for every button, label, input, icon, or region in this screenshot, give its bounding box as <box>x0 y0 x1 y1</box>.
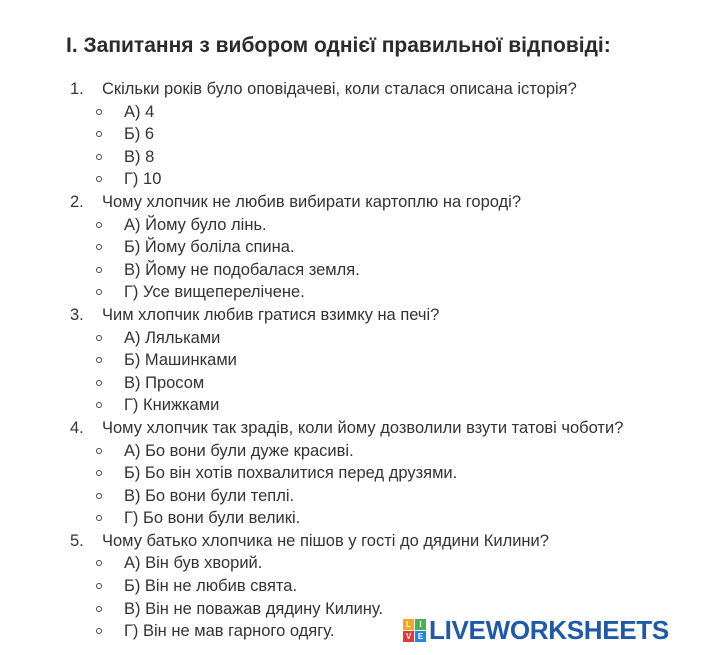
live-icon <box>403 619 426 642</box>
bullet-icon <box>96 267 102 273</box>
option-text: Б) Бо він хотів похвалитися перед друзями. <box>124 464 458 483</box>
option-4c[interactable] <box>0 485 710 508</box>
option-text: Г) Він не мав гарного одягу. <box>124 622 335 641</box>
question-text: Чим хлопчик любив гратися взимку на печі? <box>102 305 440 324</box>
bullet-icon <box>96 402 102 408</box>
bullet-icon <box>96 176 102 182</box>
bullet-icon <box>96 244 102 250</box>
bullet-icon <box>96 560 102 566</box>
option-text: Б) 6 <box>124 125 155 144</box>
question-number: 2. <box>70 192 84 211</box>
option-3a[interactable] <box>0 327 710 350</box>
option-text: Г) Книжками <box>124 396 220 415</box>
bullet-icon <box>96 606 102 612</box>
option-text: А) Йому було лінь. <box>124 215 267 234</box>
option-text: А) Бо вони були дуже красиві. <box>124 441 354 460</box>
bullet-icon <box>96 515 102 521</box>
question-5 <box>0 530 710 553</box>
option-2d[interactable] <box>0 281 710 304</box>
option-2b[interactable] <box>0 236 710 259</box>
option-1a[interactable] <box>0 101 710 124</box>
bullet-icon <box>96 357 102 363</box>
option-3d[interactable] <box>0 394 710 417</box>
option-text: Г) Усе вищеперелічене. <box>124 283 305 302</box>
question-1 <box>0 78 710 101</box>
bullet-icon <box>96 493 102 499</box>
logo-letter: L <box>403 619 414 630</box>
bullet-icon <box>96 628 102 634</box>
option-text: В) 8 <box>124 147 155 166</box>
option-2c[interactable] <box>0 259 710 282</box>
option-5a[interactable] <box>0 552 710 575</box>
option-text: Г) 10 <box>124 170 162 189</box>
option-1c[interactable] <box>0 146 710 169</box>
option-1b[interactable] <box>0 123 710 146</box>
question-number: 5. <box>70 531 84 550</box>
option-text: В) Просом <box>124 373 205 392</box>
option-2a[interactable] <box>0 214 710 237</box>
bullet-icon <box>96 380 102 386</box>
bullet-icon <box>96 109 102 115</box>
question-text: Скільки років було оповідачеві, коли сталася описана історія? <box>102 80 577 98</box>
option-5b[interactable] <box>0 575 710 598</box>
bullet-icon <box>96 154 102 160</box>
bullet-icon <box>96 448 102 454</box>
option-3c[interactable] <box>0 372 710 395</box>
worksheet-title: I. Запитання з вибором однієї правильної відповіді: <box>66 34 611 57</box>
logo-text: LIVEWORKSHEETS <box>429 614 669 645</box>
question-number: 1. <box>70 80 84 98</box>
question-text: Чому батько хлопчика не пішов у гості до дядини Килини? <box>102 531 549 550</box>
option-text: А) Він був хворий. <box>124 554 263 573</box>
option-text: А) 4 <box>124 102 155 121</box>
bullet-icon <box>96 222 102 228</box>
question-4 <box>0 417 710 440</box>
question-text: Чому хлопчик так зрадів, коли йому дозволили взути татові чоботи? <box>102 418 624 437</box>
bullet-icon <box>96 470 102 476</box>
option-text: Б) Він не любив свята. <box>124 577 298 596</box>
bullet-icon <box>96 335 102 341</box>
option-text: В) Йому не подобалася земля. <box>124 260 360 279</box>
question-number: 4. <box>70 418 84 437</box>
question-3 <box>0 304 710 327</box>
option-text: Б) Машинками <box>124 351 237 370</box>
option-text: В) Він не поважав дядину Килину. <box>124 599 384 618</box>
bullet-icon <box>96 583 102 589</box>
logo-letter: V <box>403 631 414 642</box>
option-text: В) Бо вони були теплі. <box>124 486 295 505</box>
logo-letter: I <box>415 619 426 630</box>
option-4a[interactable] <box>0 440 710 463</box>
bullet-icon <box>96 131 102 137</box>
option-4b[interactable] <box>0 462 710 485</box>
question-list <box>0 78 710 643</box>
question-number: 3. <box>70 305 84 324</box>
option-1d[interactable] <box>0 168 710 191</box>
option-4d[interactable] <box>0 507 710 530</box>
logo-letter: E <box>415 631 426 642</box>
option-3b[interactable] <box>0 349 710 372</box>
option-text: Б) Йому боліла спина. <box>124 238 295 257</box>
option-text: А) Ляльками <box>124 328 221 347</box>
question-text: Чому хлопчик не любив вибирати картоплю на городі? <box>102 192 522 211</box>
liveworksheets-logo[interactable] <box>403 615 669 645</box>
option-text: Г) Бо вони були великі. <box>124 509 301 528</box>
question-2 <box>0 191 710 214</box>
bullet-icon <box>96 289 102 295</box>
